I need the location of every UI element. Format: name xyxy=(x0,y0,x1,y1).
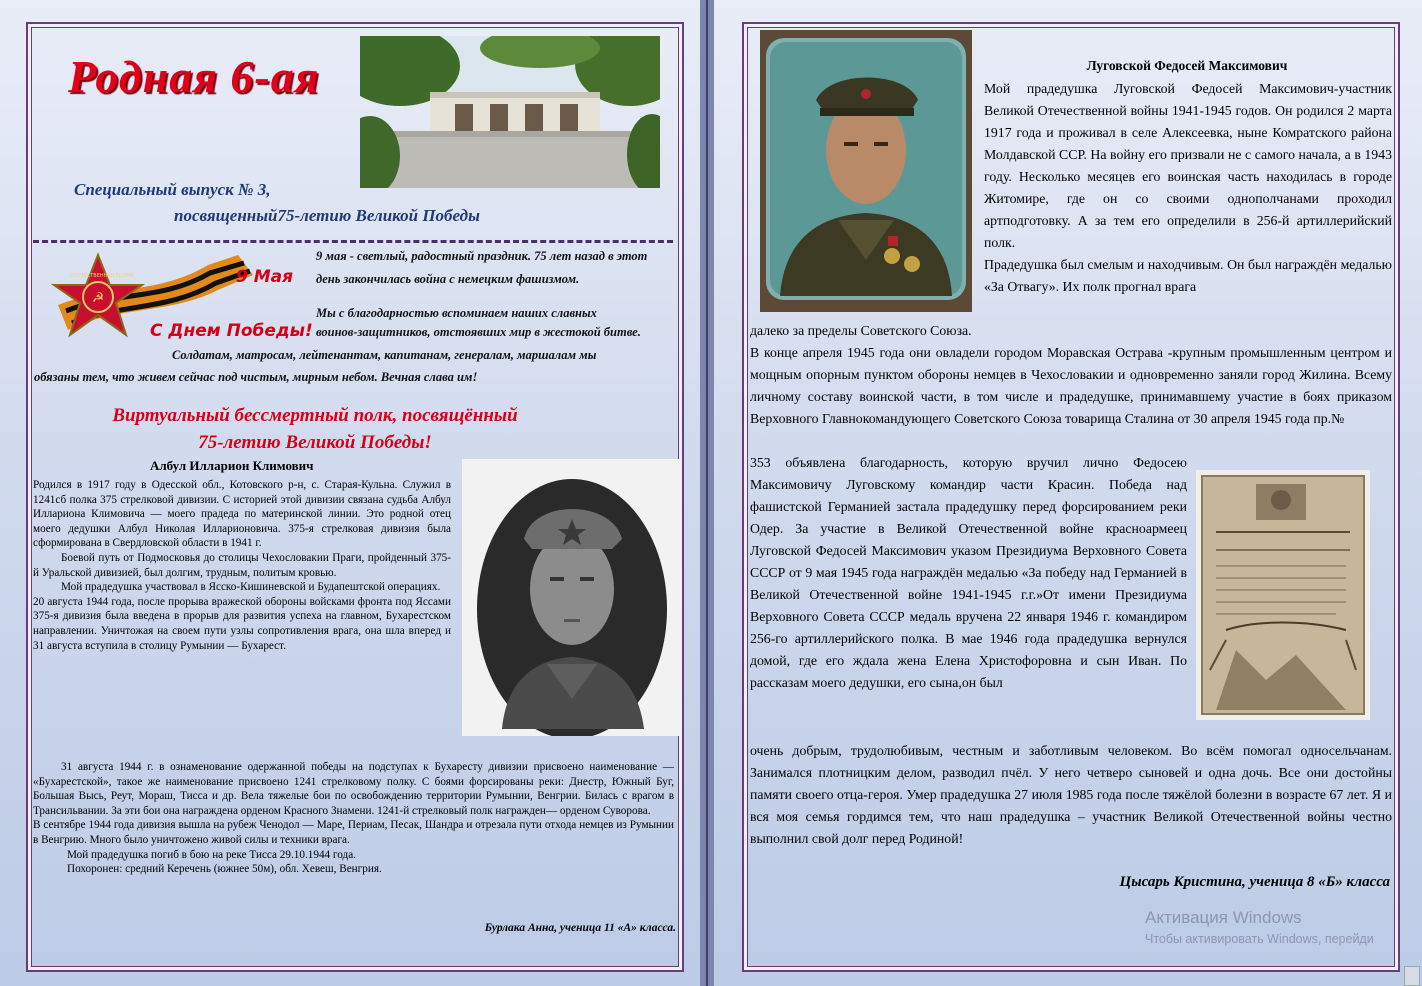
victory-day-badge xyxy=(38,245,313,350)
badge-may-label: 9 Мая xyxy=(236,267,294,287)
virtual-heading-line-1: Виртуальный бессмертный полк, посвящённый xyxy=(112,405,518,426)
bio-paragraph: Похоронен: средний Керечень (южнее 50м), обл. Хевеш, Венгрия. xyxy=(67,863,382,876)
issue-dedication: посвященный75-летию Великой Победы xyxy=(174,206,480,225)
gratitude-certificate-photo xyxy=(1196,470,1370,720)
lugovskoy-portrait-photo xyxy=(760,30,972,312)
virtual-heading-line-2: 75-летию Великой Победы! xyxy=(198,432,432,453)
badge-greeting: С Днем Победы! xyxy=(150,321,313,341)
lugovskoy-bio-top xyxy=(984,78,1392,298)
hero-name-lugovskoy: Луговской Федосей Максимович xyxy=(1086,58,1288,73)
may-line-2: день закончилась война с немецким фашизмом. xyxy=(316,272,580,286)
bio-paragraph: далеко за пределы Советского Союза. xyxy=(750,323,972,338)
bio-paragraph: Мой прадедушка участвовал в Ясско-Кишиневской и Будапештской операциях. xyxy=(61,581,441,594)
bio-paragraph: В конце апреля 1945 года они овладели городом Моравская Острава -крупным промышленным центром и мощным опорным пунктом обороны немцев в Чехословакии и одновременно заняли город Жилина. Всему личному составу воинской части, в том числе и прадедушке, принимавшему участие в боях приказом Верховного Главнокомандующего Советского Союза товарища Сталина от 30 апреля 1945 года пр.№ xyxy=(750,345,1392,426)
may-line-4: воинов-защитников, отстоявших мир в жестокой битве. xyxy=(316,325,641,339)
windows-activation-hint: Чтобы активировать Windows, перейди xyxy=(1145,932,1374,946)
badge-star-label: ОТЕЧЕСТВЕННАЯ ВОЙНА xyxy=(70,273,135,279)
school-building-photo xyxy=(360,36,660,188)
author-signature-right: Цысарь Кристина, ученица 8 «Б» класса xyxy=(1119,874,1390,890)
bio-paragraph: Боевой путь от Подмосковья до столицы Чехословакии Праги, пройденный 375-й Уральской дивизией, был долгим, трудным, политым кровью. xyxy=(33,551,451,579)
bio-paragraph: Мой прадедушка погиб в бою на реке Тисса 29.10.1944 года. xyxy=(67,848,356,861)
bio-paragraph: 353 объявлена благодарность, которую вручил лично Федосею Максимовичу Луговскому командир части Красин. Победа над фашистской Германией застала прадедушку перед форсированием реки Одер. За участие в Великой Отечественной войне красноармеец Луговской Федосей Максимович указом Президиума Верховного Совета СССР от 9 мая 1945 года награждён медалью «За победу над Германией в Великой Отечественной войне 1941-1945 г.г.»От имени Президиума Верховного Совета СССР медаль вручена 22 января 1946 г. командиром 256-го артиллерийского полка. В мае 1946 года прадедушка вернулся домой, где его ждала жена Елена Христофоровна и сын Иван. По рассказам моего дедушки, его сына,он был xyxy=(750,455,1187,690)
virtual-regiment-heading xyxy=(40,402,670,456)
may-line-5: Солдатам, матросам, лейтенантам, капитанам, генералам, маршалам мы xyxy=(172,348,597,362)
svg-text:☭: ☭ xyxy=(91,290,105,306)
hero-name-albul: Албул Илларион Климович xyxy=(150,458,314,473)
dashed-divider xyxy=(33,240,673,243)
may-line-6: обязаны тем, что живем сейчас под чистым, мирным небом. Вечная слава им! xyxy=(34,370,478,384)
may-line-1: 9 мая - светлый, радостный праздник. 75 лет назад в этот xyxy=(316,249,648,263)
bio-paragraph: Родился в 1917 году в Одесской обл., Котовского р-н, с. Старая-Кульна. Служил в 1241сб полка 375 стрелковой дивизии. С историей этой дивизии связана судьба Албул Иллариона Климовича — моего прадеда по материнской линии. Это родной отец моего дедушки Албул Николая Илларионовича. 375-я стрелковая дивизия была сформирована в Свердловской области в 1941 г. xyxy=(33,479,451,550)
lugovskoy-bio-bottom xyxy=(750,740,1392,850)
bio-paragraph: 31 августа 1944 г. в ознаменование одержанной победы на подступах к Бухаресту дивизии присвоено наименование — «Бухарестской», такое же наименование присвоено 1241 стрелковому полку. С боями форсированы реки: Днестр, Южный Буг, Большая Высь, Реут, Мораш, Тисса и др. Вела тяжелые бои по освобождению территории Румынии, Венгрии. Билась с врагом в Трансильвании. За эти бои она награждена орденом Красного Знамени. 1241-й стрелковый полк награжден— орденом Суворова. xyxy=(33,761,674,817)
windows-activation-title: Активация Windows xyxy=(1145,908,1302,927)
albul-bio-wide xyxy=(33,760,674,877)
bio-paragraph: 20 августа 1944 года, после прорыва вражеской обороны войсками фронта под Яссами 375-я дивизия была введена в прорыв для развития успеха на главном, Бухарестском направлении. Уничтожая на своем пути узлы сопротивления врага, она шла вперед и 31 августа вступила в столицу Румынии — Бухарест. xyxy=(33,595,451,652)
issue-subtitle: Специальный выпуск № 3, xyxy=(74,180,271,199)
albul-bio-narrow xyxy=(33,478,451,653)
scrollbar-corner[interactable] xyxy=(1404,966,1420,986)
bio-paragraph: Прадедушка был смелым и находчивым. Он был награждён медалью «За Отвагу». Их полк прогнал врага xyxy=(984,257,1392,294)
may-line-3: Мы с благодарностью вспоминаем наших славных xyxy=(316,306,597,320)
lugovskoy-bio-narrow xyxy=(750,452,1187,694)
albul-portrait-photo xyxy=(462,459,682,736)
bio-paragraph: В сентябре 1944 года дивизия вышла на рубеж Ченодол — Маре, Периам, Песак, Шандра и отрезала пути отхода немцев из Румынии в Венгрию. Много было уничтожено живой силы и техники врага. xyxy=(33,819,674,846)
author-signature-left: Бурлака Анна, ученица 11 «А» класса. xyxy=(484,922,676,934)
page-gutter-line xyxy=(706,0,708,986)
lugovskoy-bio-continued xyxy=(750,320,1392,430)
bio-paragraph: Мой прадедушка Луговской Федосей Максимович-участник Великой Отечественной войны 1941-1945 годов. Он родился 2 марта 1917 года и проживал в селе Алексеевка, ныне Комратского района Молдавской ССР. На войну его призвали не с самого начала, а в 1943 году. Несколько месяцев его воинская часть находилась в городе Житомире, где он со своими однополчанами проходил артподготовку. А за тем его определили в 256-й артиллерийский полк. xyxy=(984,81,1392,250)
newspaper-masthead: Родная 6-ая xyxy=(68,51,320,102)
bio-paragraph: очень добрым, трудолюбивым, честным и заботливым человеком. Во всём помогал односельчанам. Занимался плотницким делом, разводил пчёл. У него четверо сыновей и одна дочь. Все они достойны памяти своего отца-героя. Умер прадедушка 27 июля 1985 года после тяжёлой болезни в возрасте 67 лет. Я и вся моя семья гордимся тем, что наш прадедушка – участник Великой Отечественной войны честно выполнил свой долг перед Родиной! xyxy=(750,743,1392,846)
